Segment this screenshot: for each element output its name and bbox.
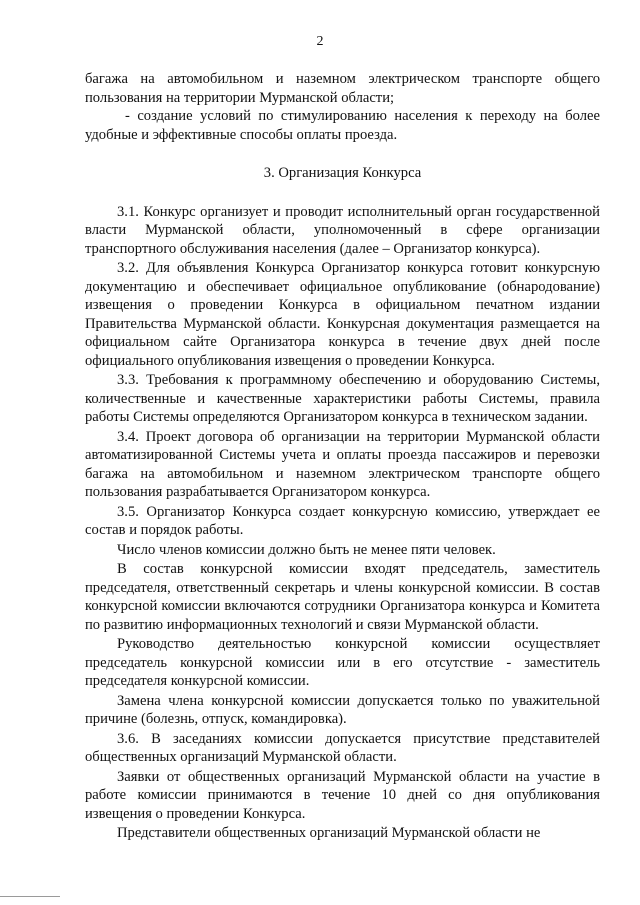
document-body: [85, 70, 600, 843]
paragraph-3-1: 3.1. Конкурс организует и проводит исполнительный орган государственной власти Мурманской области, уполномоченный в сфере организации транспортного обслуживания населения (далее – Организатор конкурса).: [85, 203, 600, 257]
footer-divider: [0, 896, 60, 897]
paragraph-commission-composition: В состав конкурсной комиссии входят председатель, заместитель председателя, ответственный секретарь и члены конкурсной комиссии. В состав конкурсной комиссии включаются сотрудники Организатора конкурса и Комитета по развитию информационных технологий и связи Мурманской области.: [85, 561, 600, 633]
paragraph-3-3: 3.3. Требования к программному обеспечению и оборудованию Системы, количественные и качественные характеристики работы Системы, правила работы Системы определяются Организатором конкурса в техническом задании.: [85, 372, 600, 425]
paragraph-applications: Заявки от общественных организаций Мурманской области на участие в работе комиссии принимаются в течение 10 дней со дня опубликования извещения о проведении Конкурса.: [85, 768, 600, 822]
paragraph-3-4: 3.4. Проект договора об организации на территории Мурманской области автоматизированной Системы учета и оплаты проезда пассажиров и перевозки багажа на автомобильном и наземном электрическом транспорте общего пользования разрабатывается Организатором конкурса.: [85, 428, 600, 500]
paragraph-commission-leadership: Руководство деятельностью конкурсной комиссии осуществляет председатель конкурсной комиссии или в его отсутствие - заместитель председателя конкурсной комиссии.: [85, 636, 600, 689]
paragraph-members-count: Число членов комиссии должно быть не менее пяти человек.: [117, 541, 496, 558]
page-number: 2: [316, 34, 324, 49]
section-title: 3. Организация Конкурса: [263, 165, 422, 181]
paragraph-representatives: Представители общественных организаций Мурманской области не: [117, 825, 541, 841]
paragraph-3-5: 3.5. Организатор Конкурса создает конкурсную комиссию, утверждает ее состав и порядок работы.: [85, 503, 600, 538]
paragraph-3-6: 3.6. В заседаниях комиссии допускается присутствие представителей общественных организаций Мурманской области.: [85, 730, 600, 765]
intro-paragraph-2: - создание условий по стимулированию населения к переходу на более удобные и эффективные способы оплаты проезда.: [85, 108, 600, 143]
paragraph-member-replacement: Замена члена конкурсной комиссии допускается только по уважительной причине (болезнь, отпуск, командировка).: [85, 692, 600, 727]
paragraph-3-2: 3.2. Для объявления Конкурса Организатор конкурса готовит конкурсную документацию и обеспечивает официальное опубликование (обнародование) извещения о проведении Конкурса в официальном печатном издании Правительства Мурманской области. Конкурсная документация размещается на официальном сайте Организатора конкурса в течение двух дней после официального опубликования извещения о проведении Конкурса.: [85, 260, 600, 369]
intro-paragraph-1: багажа на автомобильном и наземном электрическом транспорте общего пользования на территории Мурманской области;: [85, 71, 600, 106]
